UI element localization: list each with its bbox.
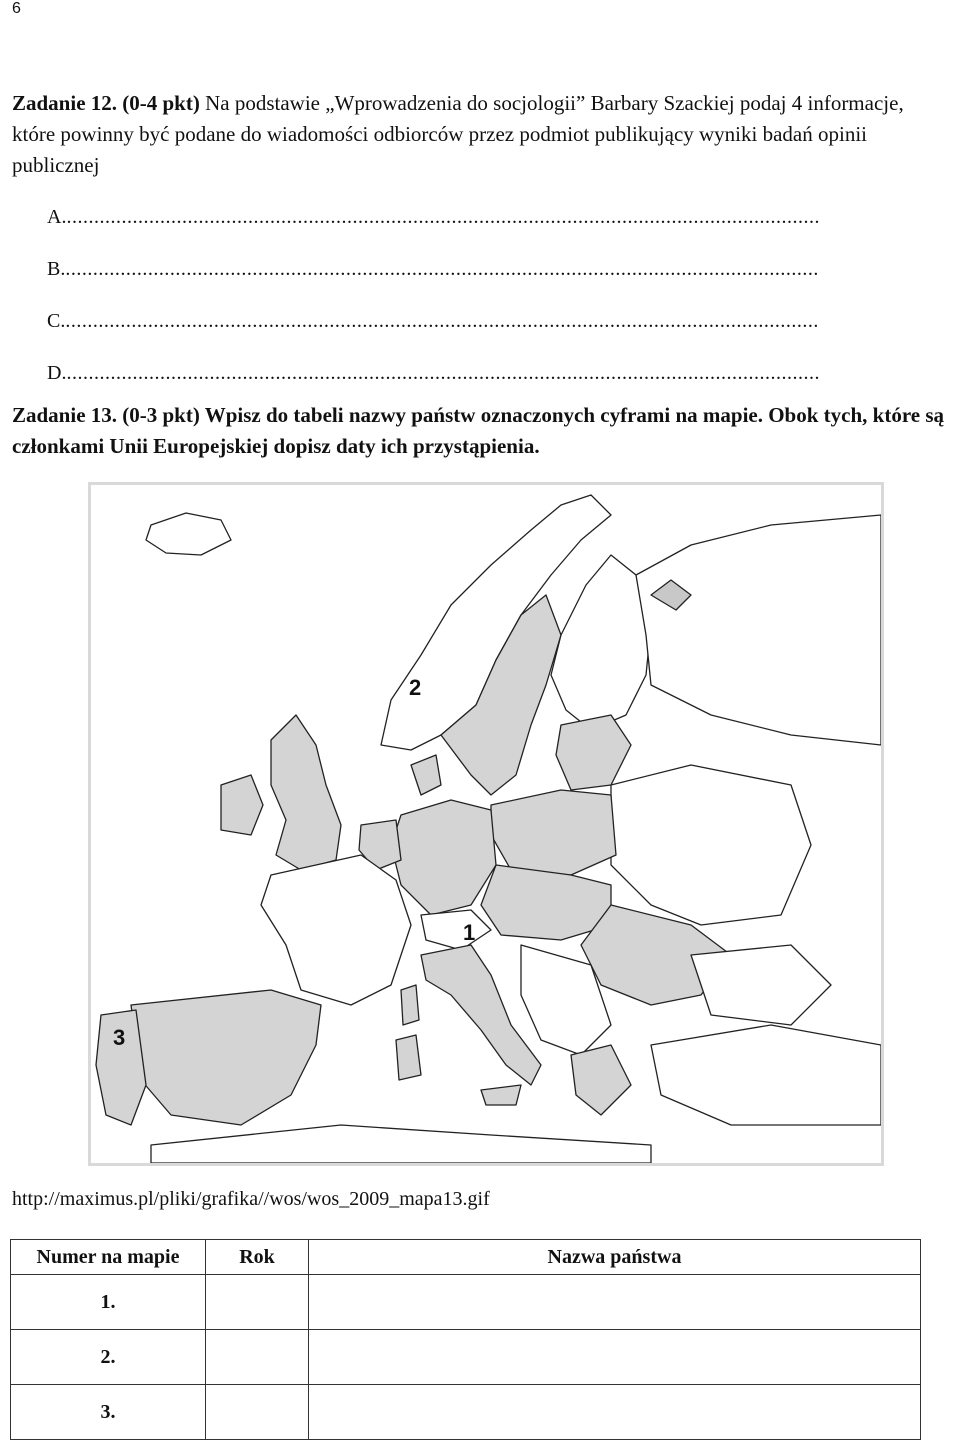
answer-table [10,1239,921,1440]
answer-dots: ......................................................................................................................................... [66,206,820,228]
answer-dots: ......................................................................................................................................... [66,362,820,384]
row-year-cell[interactable] [206,1330,309,1385]
map-source-link[interactable]: http://maximus.pl/pliki/grafika//wos/wos_2009_mapa13.gif [12,1188,490,1210]
answer-line-b[interactable] [47,252,927,304]
row-year-cell[interactable] [206,1385,309,1440]
table-row [11,1275,921,1330]
answer-line-c[interactable] [47,304,927,356]
header-country: Nazwa państwa [309,1240,921,1275]
row-country-cell[interactable] [309,1385,921,1440]
row-number: 3. [11,1385,206,1440]
page-number: 6 [12,0,21,17]
answer-letter: B. [47,258,66,280]
task-13 [12,400,952,462]
task-13-text: Wpisz do tabeli nazwy państw oznaczonych cyframi na mapie. Obok tych, które są członkami Unii Europejskiej dopisz daty ich przystąpienia. [12,403,945,458]
poland-shape [491,790,616,875]
row-country-cell[interactable] [309,1275,921,1330]
map-marker-1: 1 [463,920,476,945]
task-13-title: Zadanie 13. (0-3 pkt) [12,403,200,427]
answer-dots: ......................................................................................................................................... [65,310,819,332]
row-year-cell[interactable] [206,1275,309,1330]
answer-letter: C. [47,310,66,332]
table-header-row [11,1240,921,1275]
task-12-answers [47,200,927,408]
map-marker-3: 3 [113,1025,126,1050]
header-year: Rok [206,1240,309,1275]
map-marker-2: 2 [409,675,422,700]
task-12-text: Na podstawie „Wprowadzenia do socjologii” Barbary Szackiej podaj 4 informacje, które powinny być podane do wiadomości odbiorców przez podmiot publikujący wyniki badań opinii publicznej [12,91,904,177]
row-number: 2. [11,1330,206,1385]
answer-dots: ......................................................................................................................................... [65,258,819,280]
task-12 [12,88,952,181]
answer-letter: A. [47,206,67,228]
task-12-title: Zadanie 12. (0-4 pkt) [12,91,200,115]
header-number: Numer na mapie [11,1240,206,1275]
row-country-cell[interactable] [309,1330,921,1385]
europe-map-drawing [91,485,881,1163]
table-row [11,1330,921,1385]
table-row [11,1385,921,1440]
row-number: 1. [11,1275,206,1330]
answer-letter: D. [47,362,67,384]
answer-line-a[interactable] [47,200,927,252]
europe-map [88,482,884,1166]
